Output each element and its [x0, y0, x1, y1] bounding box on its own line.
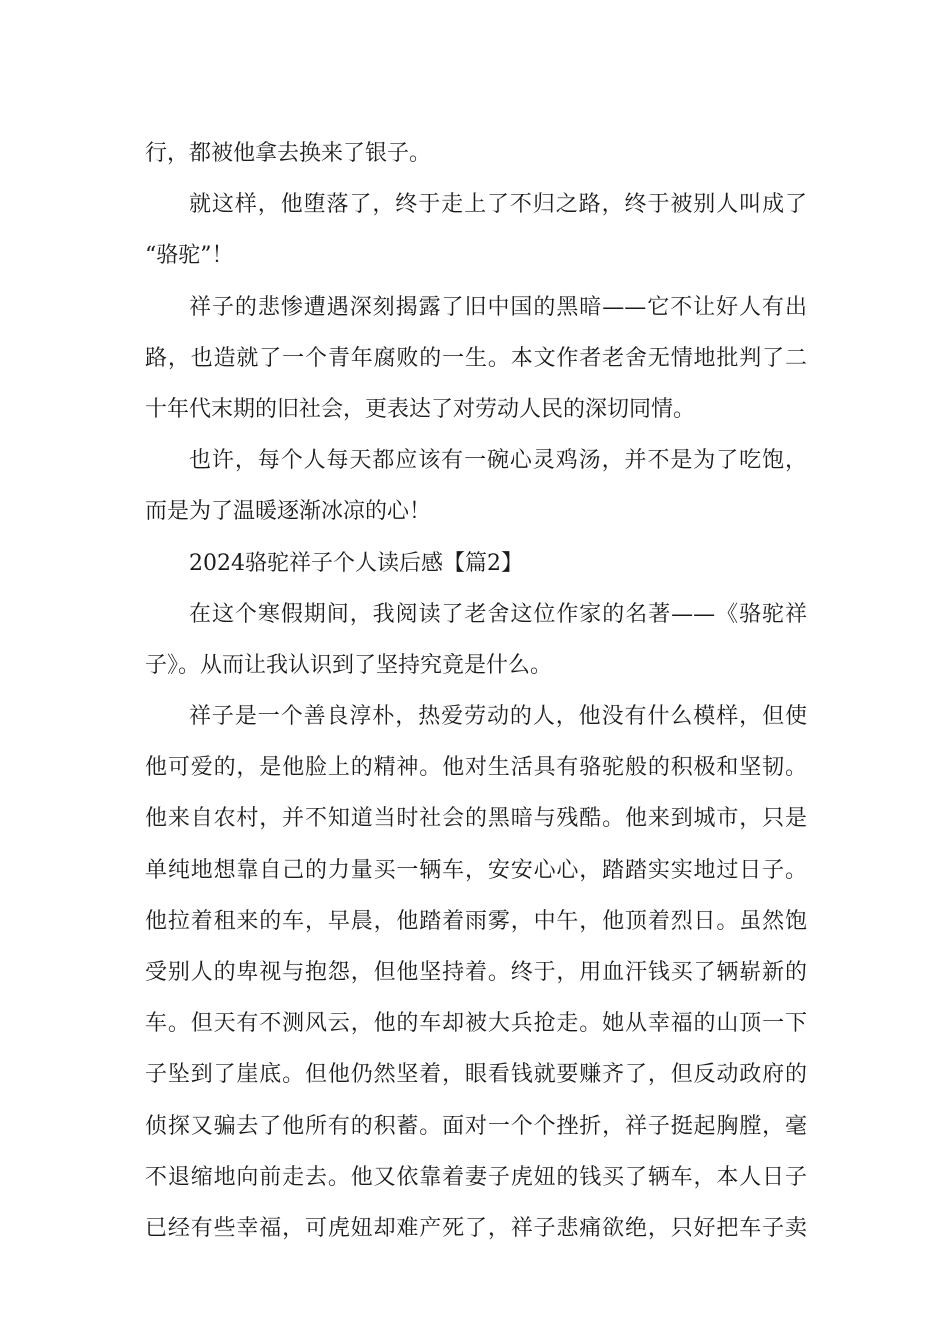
text-line: 他来自农村，并不知道当时社会的黑暗与残酷。他来到城市，只是 — [145, 806, 807, 832]
text-line: 在这个寒假期间，我阅读了老舍这位作家的名著——《骆驼祥 — [189, 601, 807, 627]
text-line: 受别人的卑视与抱怨，但他坚持着。终于，用血汗钱买了辆崭新的 — [145, 960, 807, 985]
text-line: 祥子是一个善良淳朴，热爱劳动的人，他没有什么模样，但使 — [189, 704, 807, 730]
text-line: “骆驼”！ — [145, 243, 234, 269]
text-line: 十年代末期的旧社会，更表达了对劳动人民的深切同情。 — [145, 396, 696, 422]
text-line: 他拉着租来的车，早晨，他踏着雨雾，中午，他顶着烈日。虽然饱 — [145, 908, 807, 934]
text-line: 祥子的悲惨遭遇深刻揭露了旧中国的黑暗——它不让好人有出 — [189, 294, 807, 320]
text-line: 子》。从而让我认识到了坚持究竟是什么。 — [145, 652, 553, 678]
text-line: 车。但天有不测风云，他的车却被大兵抢走。她从幸福的山顶一下 — [145, 1011, 807, 1037]
text-line: 他可爱的，是他脸上的精神。他对生活具有骆驼般的积极和坚韧。 — [145, 755, 807, 781]
document-page — [145, 128, 807, 1254]
section-heading: 2024骆驼祥子个人读后感【篇2】 — [189, 550, 523, 576]
text-line: 行，都被他拿去换来了银子。 — [145, 141, 432, 166]
text-line: 不退缩地向前走去。他又依靠着妻子虎妞的钱买了辆车，本人日子 — [145, 1164, 807, 1190]
text-line: 路，也造就了一个青年腐败的一生。本文作者老舍无情地批判了二 — [145, 345, 807, 371]
text-line: 单纯地想靠自己的力量买一辆车，安安心心，踏踏实实地过日子。 — [145, 857, 807, 883]
text-line: 子坠到了崖底。但他仍然坚着，眼看钱就要赚齐了，但反动政府的 — [145, 1062, 807, 1088]
text-line: 已经有些幸福，可虎妞却难产死了，祥子悲痛欲绝，只好把车子卖 — [145, 1215, 807, 1241]
text-line: 就这样，他堕落了，终于走上了不归之路，终于被别人叫成了 — [189, 192, 807, 218]
text-line: 而是为了温暖逐渐冰凉的心！ — [145, 499, 432, 525]
text-line: 侦探又骗去了他所有的积蓄。面对一个个挫折，祥子挺起胸膛，毫 — [145, 1113, 807, 1139]
text-line: 也许，每个人每天都应该有一碗心灵鸡汤，并不是为了吃饱， — [189, 448, 807, 474]
